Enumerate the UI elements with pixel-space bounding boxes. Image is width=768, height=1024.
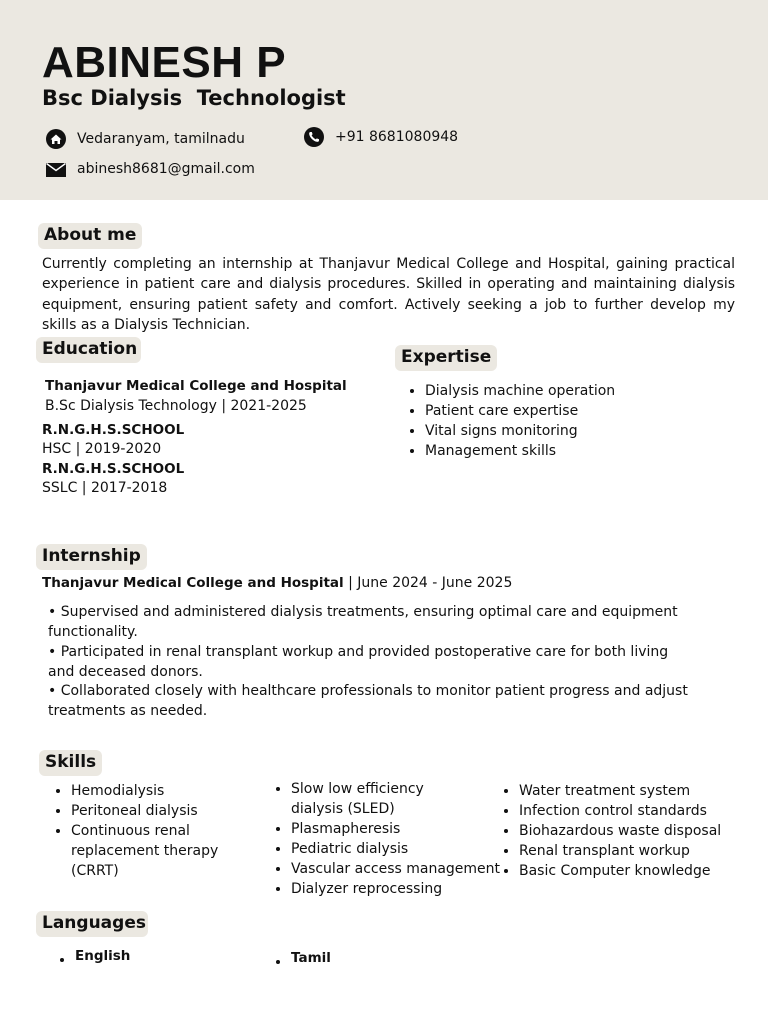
internship-bullet: • Collaborated closely with healthcare professionals to monitor patient progress and adjust treatments as needed. <box>48 683 688 719</box>
education-detail: B.Sc Dialysis Technology | 2021-2025 <box>45 398 307 414</box>
location-contact <box>45 128 245 150</box>
expertise-list <box>403 381 615 461</box>
internship-period: | June 2024 - June 2025 <box>343 575 513 591</box>
skills-column-3 <box>497 781 759 881</box>
education-heading: Education <box>36 337 141 363</box>
bullet-dot <box>276 960 280 964</box>
list-item: Plasmapheresis <box>291 819 506 839</box>
list-item: Peritoneal dialysis <box>71 801 221 821</box>
candidate-role: Bsc Dialysis Technologist <box>42 86 346 110</box>
education-school: R.N.G.H.S.SCHOOL <box>42 422 185 438</box>
skills-column-1 <box>49 781 221 881</box>
list-item: Biohazardous waste disposal <box>519 821 759 841</box>
internship-org: Thanjavur Medical College and Hospital <box>42 575 344 591</box>
list-item: Vital signs monitoring <box>425 421 615 441</box>
list-item: Slow low efficiency dialysis (SLED) <box>291 779 441 819</box>
list-item: Hemodialysis <box>71 781 221 801</box>
list-item: Vascular access management <box>291 859 506 879</box>
list-item: Management skills <box>425 441 615 461</box>
skills-column-2 <box>269 779 506 899</box>
phone-contact <box>303 126 458 148</box>
resume-header <box>0 0 768 200</box>
expertise-heading: Expertise <box>395 345 497 371</box>
language-item: Tamil <box>291 950 331 966</box>
education-school: R.N.G.H.S.SCHOOL <box>42 461 185 477</box>
about-text: Currently completing an internship at Thanjavur Medical College and Hospital, gaining practical experience in patient care and dialysis procedures. Skilled in operating and maintaining dialysis equipment, ensuring patient safety and comfort. Actively seeking a job to further develop my skills as a Dialysis Technician. <box>42 256 735 333</box>
languages-heading: Languages <box>36 911 148 937</box>
phone-text: +91 8681080948 <box>335 129 459 145</box>
list-item: Dialyzer reprocessing <box>291 879 506 899</box>
list-item: Patient care expertise <box>425 401 615 421</box>
list-item: Dialysis machine operation <box>425 383 616 399</box>
about-heading: About me <box>38 223 142 249</box>
location-text: Vedaranyam, tamilnadu <box>77 131 245 147</box>
education-detail: HSC | 2019-2020 <box>42 441 162 457</box>
internship-heading: Internship <box>36 544 147 570</box>
mail-icon <box>45 158 67 180</box>
bullet-dot <box>60 958 64 962</box>
language-item: English <box>75 948 131 964</box>
list-item: Pediatric dialysis <box>291 839 506 859</box>
list-item: Water treatment system <box>519 781 759 801</box>
list-item: Basic Computer knowledge <box>519 861 759 881</box>
internship-bullet: • Supervised and administered dialysis treatments, ensuring optimal care and equipment functionality. <box>48 604 678 640</box>
list-item: Continuous renal replacement therapy (CRRT) <box>71 821 221 881</box>
email-contact <box>45 158 255 180</box>
email-text: abinesh8681@gmail.com <box>77 161 255 177</box>
list-item: Renal transplant workup <box>519 841 759 861</box>
candidate-name: ABINESH P <box>42 38 287 87</box>
education-detail: SSLC | 2017-2018 <box>42 480 168 496</box>
home-icon <box>45 128 67 150</box>
phone-icon <box>303 126 325 148</box>
education-school: Thanjavur Medical College and Hospital <box>45 378 347 394</box>
internship-header <box>42 575 512 591</box>
list-item: Infection control standards <box>519 801 759 821</box>
skills-heading: Skills <box>39 750 102 776</box>
internship-bullet: • Participated in renal transplant workup and provided postoperative care for both living and deceased donors. <box>48 644 669 680</box>
